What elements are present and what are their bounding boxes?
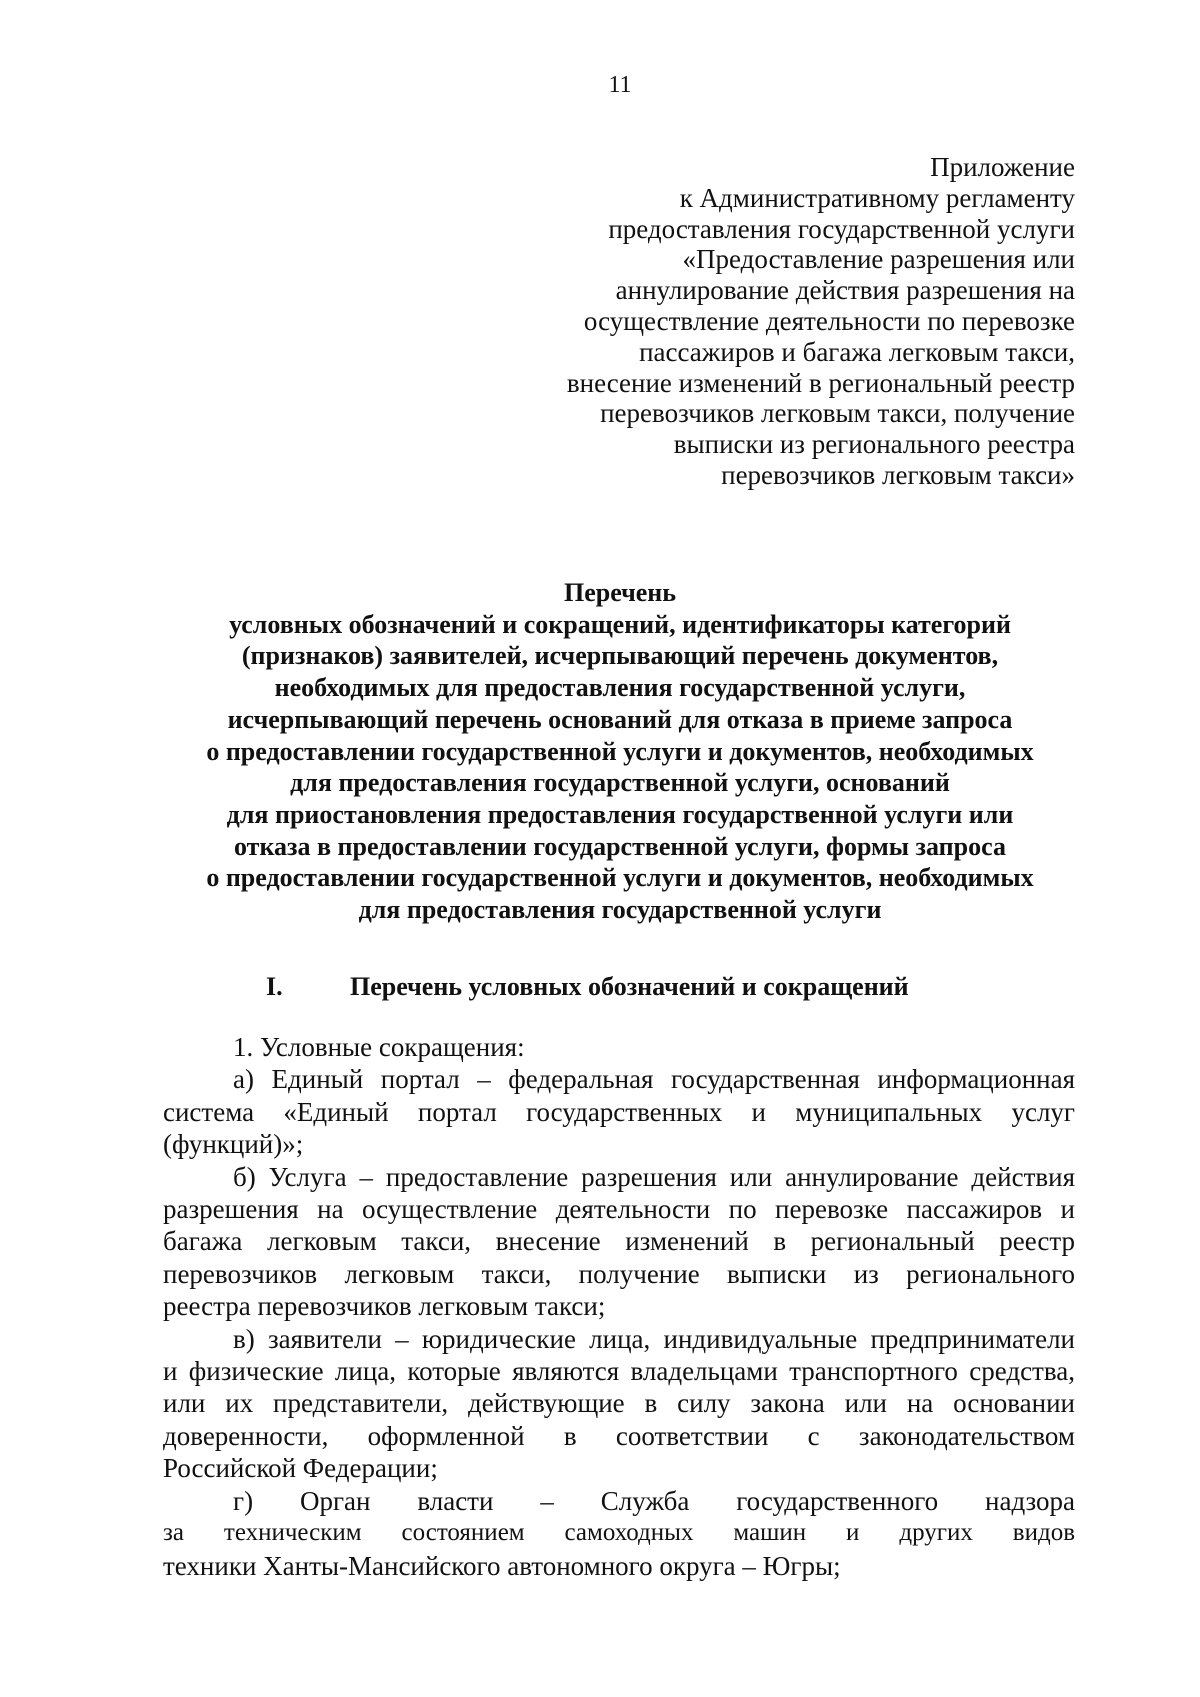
title-line: Перечень: [563, 578, 677, 607]
section-title: Перечень условных обозначений и сокращений: [350, 972, 909, 1001]
item-a-line: а) Единый портал – федеральная государственная информационная: [233, 1064, 1075, 1095]
appendix-line: к Административному регламенту: [679, 182, 1075, 213]
item-b-line: перевозчиков легковым такси, получение выписки из регионального: [163, 1258, 1075, 1289]
item-g-line: г) Орган власти – Служба государственного надзора: [233, 1485, 1075, 1516]
page-number: 11: [608, 72, 632, 98]
item-v-line: Российской Федерации;: [163, 1453, 438, 1484]
title-line: условных обозначений и сокращений, идентификаторы категорий: [229, 609, 1011, 639]
item-b-line: реестра перевозчиков легковым такси;: [163, 1291, 606, 1322]
appendix-line: осуществление деятельности по перевозке: [583, 305, 1075, 336]
item-b-line: разрешения на осуществление деятельности по перевозке пассажиров и: [163, 1194, 1075, 1225]
title-line: для предоставления государственной услуги: [358, 895, 882, 925]
appendix-line: перевозчиков легковым такси»: [721, 459, 1075, 490]
item-a-line: (функций)»;: [163, 1129, 304, 1160]
item-b-line: багажа легковым такси, внесение изменений в региональный реестр: [163, 1226, 1075, 1257]
title-line: о предоставлении государственной услуги и документов, необходимых: [206, 736, 1034, 766]
item-g: [163, 1485, 1075, 1582]
item-v-line: и физические лица, которые являются владельцами транспортного средства,: [163, 1356, 1075, 1387]
item-v: [163, 1323, 1075, 1485]
item-b-line: б) Услуга – предоставление разрешения или аннулирование действия: [233, 1161, 1075, 1192]
title-line: необходимых для предоставления государственной услуги,: [274, 673, 966, 703]
item-v-line: или их представители, действующие в силу закона или на основании: [163, 1388, 1075, 1419]
title-line: исчерпывающий перечень оснований для отказа в приеме запроса: [227, 704, 1013, 734]
body-text: [163, 1031, 1075, 1582]
appendix-line: перевозчиков легковым такси, получение: [600, 398, 1075, 429]
section-heading: [266, 972, 1086, 1002]
appendix-line: аннулирование действия разрешения на: [615, 275, 1075, 306]
item-a: [163, 1063, 1075, 1160]
appendix-line: пассажиров и багажа легковым такси,: [639, 336, 1075, 367]
section-number: I.: [266, 972, 283, 1001]
appendix-line: Приложение: [930, 152, 1075, 182]
item-v-line: в) заявители – юридические лица, индивидуальные предприниматели: [233, 1323, 1075, 1354]
title-line: для приостановления предоставления государственной услуги или: [226, 799, 1014, 829]
appendix-line: внесение изменений в региональный реестр: [566, 367, 1075, 398]
appendix-line: выписки из регионального реестра: [673, 429, 1075, 460]
item-a-line: система «Единый портал государственных и муниципальных услуг: [163, 1096, 1075, 1127]
title-line: для предоставления государственной услуги, оснований: [290, 768, 950, 798]
document-title: [150, 577, 1090, 926]
item-1: 1. Условные сокращения:: [233, 1032, 525, 1062]
item-g-line: техники Ханты-Мансийского автономного округа – Югры;: [163, 1550, 841, 1581]
title-line: о предоставлении государственной услуги и документов, необходимых: [206, 863, 1034, 893]
appendix-line: предоставления государственной услуги: [608, 213, 1075, 244]
item-b: [163, 1161, 1075, 1323]
title-line: отказа в предоставлении государственной услуги, формы запроса: [234, 831, 1006, 861]
appendix-line: «Предоставление разрешения или: [682, 244, 1075, 275]
item-v-line: доверенности, оформленной в соответствии с законодательством: [163, 1420, 1075, 1451]
title-line: (признаков) заявителей, исчерпывающий перечень документов,: [241, 641, 999, 671]
item-g-line: за техническим состоянием самоходных машин и других видов: [163, 1519, 1075, 1547]
appendix-header: [515, 152, 1075, 491]
